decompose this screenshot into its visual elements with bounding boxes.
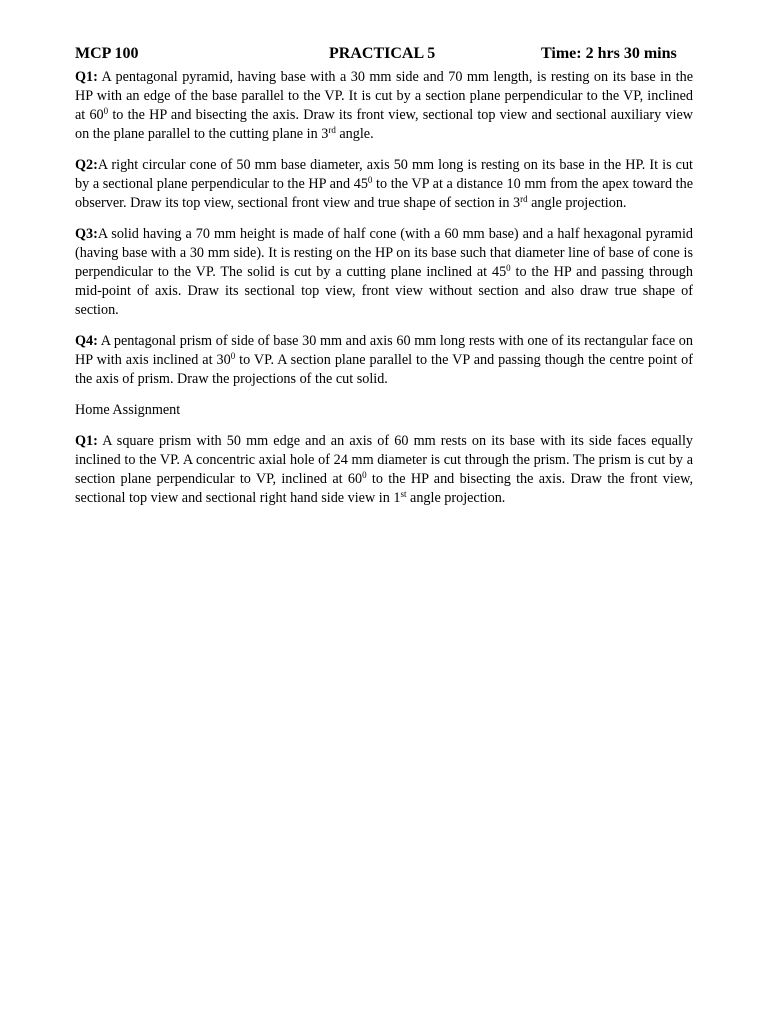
superscript: rd (328, 125, 336, 135)
question-3 (75, 225, 693, 320)
question-label: Q3: (75, 226, 98, 242)
question-text: A pentagonal pyramid, having base with a 30 mm side and 70 mm length, is resting on its base in the HP with an edge of the base parallel to the VP. It is cut by a section plane perpendicular to the VP, inclined at 60 (75, 69, 693, 123)
superscript: 0 (103, 106, 109, 116)
question-label: Q1: (75, 433, 98, 449)
question-text: A right circular cone of 50 mm base diameter, axis 50 mm long is resting on its base in the HP. It is cut by a sectional plane perpendicular to the HP and 45 (75, 157, 693, 192)
question-text: to the VP at a distance 10 mm from the apex toward the observer. Draw its top view, sectional front view and true shape of section in 3 (75, 176, 693, 211)
home-question-1 (75, 432, 693, 508)
home-assignment-heading: Home Assignment (75, 402, 181, 418)
question-text: A pentagonal prism of side of base 30 mm and axis 60 mm long rests with one of its rectangular face on HP with axis inclined at 30 (75, 333, 693, 368)
question-label: Q1: (75, 69, 98, 85)
question-text: A solid having a 70 mm height is made of half cone (with a 60 mm base) and a half hexagonal pyramid (having base with a 30 mm side). It is resting on the HP on its base such that diameter line of base of cone is perpendicular to the VP. The solid is cut by a cutting plane inclined at 45 (75, 226, 693, 280)
question-2 (75, 156, 693, 213)
superscript: rd (520, 194, 528, 204)
question-text: angle. (335, 126, 374, 142)
question-label: Q4: (75, 333, 98, 349)
question-text: to the HP and bisecting the axis. Draw its front view, sectional top view and sectional auxiliary view on the plane parallel to the cutting plane in 3 (75, 107, 693, 142)
question-text: angle projection. (527, 195, 627, 211)
superscript: 0 (362, 470, 367, 480)
superscript: 0 (506, 263, 511, 273)
question-text: to the HP and passing through mid-point of axis. Draw its sectional top view, front view without section and also draw true shape of section. (75, 264, 693, 318)
superscript: 0 (230, 351, 236, 361)
document-page (75, 40, 693, 520)
superscript: st (400, 489, 407, 499)
course-code: MCP 100 (75, 45, 139, 62)
page-title: PRACTICAL 5 (329, 45, 436, 62)
question-text: to the HP and bisecting the axis. Draw the front view, sectional top view and sectional right hand side view in 1 (75, 471, 694, 506)
question-text: A square prism with 50 mm edge and an axis of 60 mm rests on its base with its side faces equally inclined to the VP. A concentric axial hole of 24 mm diameter is cut through the prism. The prism is cut by a section plane perpendicular to VP, inclined at 60 (75, 433, 693, 487)
question-4 (75, 332, 693, 389)
time-allowed: Time: 2 hrs 30 mins (541, 45, 677, 62)
question-1 (75, 68, 693, 144)
page-header (75, 40, 693, 68)
question-label: Q2: (75, 157, 98, 173)
question-text: angle projection. (406, 490, 506, 506)
question-text: to VP. A section plane parallel to the VP and passing though the centre point of the axis of prism. Draw the projections of the cut solid. (75, 352, 693, 387)
superscript: 0 (367, 175, 373, 185)
